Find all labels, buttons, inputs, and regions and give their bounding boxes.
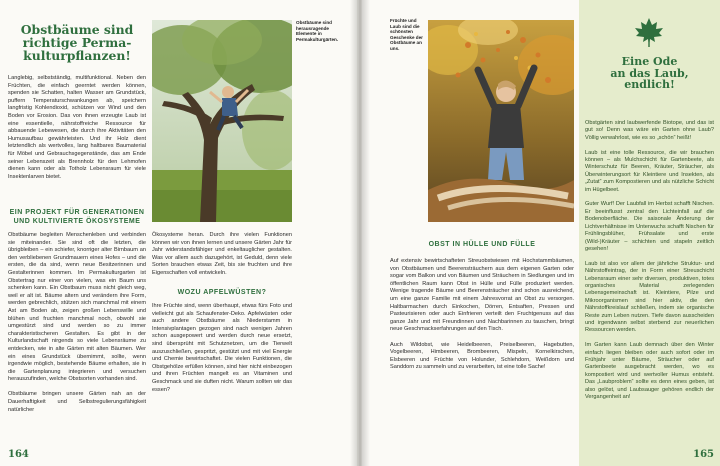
section-heading: EIN PROJEKT FÜR GENERATIONEN UND KULTIVIERTE ÖKOSYSTEME — [9, 209, 145, 225]
title-line: richtige Perma- — [22, 35, 132, 51]
sidebar-text: Obstgärten sind laubwerfende Biotope, und das ist gut so! Denn was wäre ein Garten ohne Laub? Völlig verwahrlost, wie es so „schön“ heißt! Laub ist eine tolle Ressource, die wir brauchen können – als Mulchschicht für Gartenbeete, als Winterschutz für Beeren, Kräuter, Sträucher, als Überwinterungsort für Kleintiere und Insekten, als „Zutat“ zum Kompostieren und als nützliche Schicht im Hügelbeet. Guter Wurf! Der Laubfall im Herbst schafft Nischen. Er beeinflusst zentral den Lichteinfall auf die Bodenoberfläche. Die saisonale Änderung der Lichtverhältnisse im Unterwuchs schafft Nischen für Frühlingsblüher, Frühsalate und erste (Wild-)Kräuter – schichten und stapeln zeitlich gesehen! Laub ist also vor allem der jährliche Struktur- und Nährstoffeintrag, der in Form einer Streuschicht Lebensraum einer sehr diversen, produktiven, totes organisches Material zerlegenden Lebensgemeinschaft ist. Kleintiere, Pilze und Mikroorganismen sind hier aktiv, die den Nährstoffkreislauf schließen, indem sie organische Reste zum Leben nutzen. Tiefe davon ausscheiden und irgendwann selbst sterbend zur neuerlichen Ressourcen werden. Im Garten kann Laub demnach über den Winter einfach liegen bleiben oder auch sofort oder im Frühjahr unter Bäume, Sträucher oder auf Gartenbeete ausgebracht werden, wo es kompostiert wird und wertvoller Humus entsteht. Das „Laubproblem“ sollte es denn eines geben, ist also gelöst, und Laubsauger gehören endlich der Vergangenheit an! — [585, 120, 714, 401]
middle-column-text: Ökosysteme heran. Durch ihre vielen Funktionen können wir von ihnen lernen und unsere Gärten Jahr für Jahr widerstandsfähiger und enkeltauglicher gestalten. Was vor allem auch dazugehört, ist Geduld, denn viele Sorten brauchen etwas Zeit, bis sie fruchten und ihre Eigenschaften voll entwickeln. — [152, 232, 292, 276]
sidebar-title — [585, 56, 714, 91]
book-gutter — [350, 0, 370, 466]
photo-child-in-apple-tree — [152, 20, 292, 222]
title-line: endlich! — [624, 78, 675, 92]
middle-column-text: Ihre Früchte sind, wenn überhaupt, etwas fürs Foto und vielleicht gut als Schaufenster-Deko. Apfelwüsten oder auch andere Obstbäume als Niederstamm in Intensivplantagen gezogen sind nach wenigen Jahren schon ausgepowert und werden durch neue ersetzt, sind übersprüht mit Schutznetzen, um die Tierwelt auszuschließen, gespritzt, gestützt und mit viel Energie und Chemie bewirtschaftet. Die vielen Funktionen, die Obstgehölze erfüllen können, sind hier nicht einbezogen und ihren Früchten mangelt es an Vitaminen und Geschmack und sie duften nicht. Warum sollten wir das essen? — [152, 303, 292, 393]
page-number: 165 — [693, 449, 714, 460]
title-line: Eine Ode — [621, 55, 678, 68]
left-page-title — [8, 23, 146, 62]
photo-child-throwing-leaves — [428, 20, 574, 222]
left-column-text: Obstbäume begleiten Menschenleben und verbinden sie miteinander. Sie sind oft die letzten, die übrigbleiben – ein schiefer, knorriger alter Birnbaum an den verbliebenen Grundmauern eines Hofes – und die ersten, die da sind, wenn neue Besitzerinnen und Gestalterinnen kommen. Im Permakulturgarten ist Obstertrag nur einer von vielen, was ein Baum uns schenken kann. Ein Obstbaum muss nicht gleich weg, weil er alt ist. Bäume altern und verändern ihre Form, werden gebrechlich, stützen sich manchmal mit einem Ast am Boden ab, zeigen großen Lebenswille und blühen und fruchten manchmal noch, obwohl sie umgestürzt sind und werden so zu immer charakteristischeren Gestalten. Es gibt in der Kulturlandschaft nirgends so viele Lebensräume zu entdecken, wie in alte Gärten mit alten Bäumen. Wer ein eines Grundstück übernimmt, sollte, wenn irgendwie möglich, bestehende Bäume erhalten, sie in die Gartenplanung integrieren und versuchen herauszufinden, welche Obstsorten vorhanden sind. Obstbäume bringen unsere Gärten nah an der Dauerhaftigkeit und Selbstregulierungsfähigkeit natürlicher — [8, 232, 146, 413]
right-page — [362, 0, 720, 466]
photo-caption: Früchte und Laub sind die schönsten Geschenke der Obstbäume an uns. — [390, 18, 423, 51]
right-column-text: Auf extensiv bewirtschafteten Streuobstwiesen mit Hochstammbäumen, von Obstbäumen und Beerensträuchern aus dem eigenen Garten oder sogar vom Balkon und von Bäumen und Sträuchern in Siedlungen und im öffentlichen Raum kann Obst in Hülle und Fülle produziert werden. Wenige tragende Bäume und Beerensträucher sind schon ausreichend, um eine ganze Familie mit einem Jahresvorrat an Obst zu versorgen. Haltbarmachen durch Einkochen, Dörren, Entsaften, Pressen und Pasteurisieren oder auch Einfrieren verteilt den Fruchtgenuss auf das ganze Jahr und mit Freundinnen und Nachbarinnen zu tauschen, bringt neue Geschmackserfahrungen auf den Tisch. Auch Wildobst, wie Heidelbeeren, Preiselbeeren, Hagebutten, Vogelbeeren, Himbeeren, Brombeeren, Mispeln, Kornelkirschen, Elsbeeren und Früchte von Holunder, Schlehdorn, Weißdorn und Sanddorn zu sammeln und zu verarbeiten, ist eine tolle Sache! — [390, 258, 574, 371]
intro-text: Langlebig, selbstständig, multifunktional. Neben den Früchten, die einfach geerntet werden können, spenden sie Schatten, halten Wasser am Grundstück, puffern Temperaturschwankungen ab, speichern langfristig Kohlendioxid, schützen vor Wind und den Boden vor Erosion. Das von ihnen erzeugte Laub ist eine essentielle, nährstoffreiche Ressource für abbauende Lebewesen, die durch ihre Aktivitäten den Humusaufbau gewährleisten. Und ihr Holz dient letztendlich als wertvolles, lang haltbares Baumaterial für Möbel und Gebrauchsgegenstände, das am Ende seiner Lebenszeit als Brennholz für den Lehmofen dienen kann oder als Totholz Lebensraum für viele Insektenlarven bietet. — [8, 75, 146, 180]
title-line: an das Laub, — [610, 66, 689, 80]
section-heading: WOZU APFELWÜSTEN? — [177, 289, 267, 296]
apple-tree-illustration — [152, 20, 292, 222]
left-page — [0, 0, 357, 466]
maple-leaf-icon — [633, 16, 665, 48]
photo-caption: Obstbäume sind herausragende Elemente in Permakulturgärten. — [296, 20, 339, 42]
page-number: 164 — [8, 449, 29, 460]
section-heading: OBST IN HÜLLE UND FÜLLE — [428, 241, 536, 248]
sidebar-ode-to-leaves — [579, 0, 720, 466]
title-line: kulturpflanzen! — [23, 48, 131, 64]
autumn-leaves-illustration — [428, 20, 574, 222]
title-line: Obstbäume sind — [20, 22, 134, 37]
